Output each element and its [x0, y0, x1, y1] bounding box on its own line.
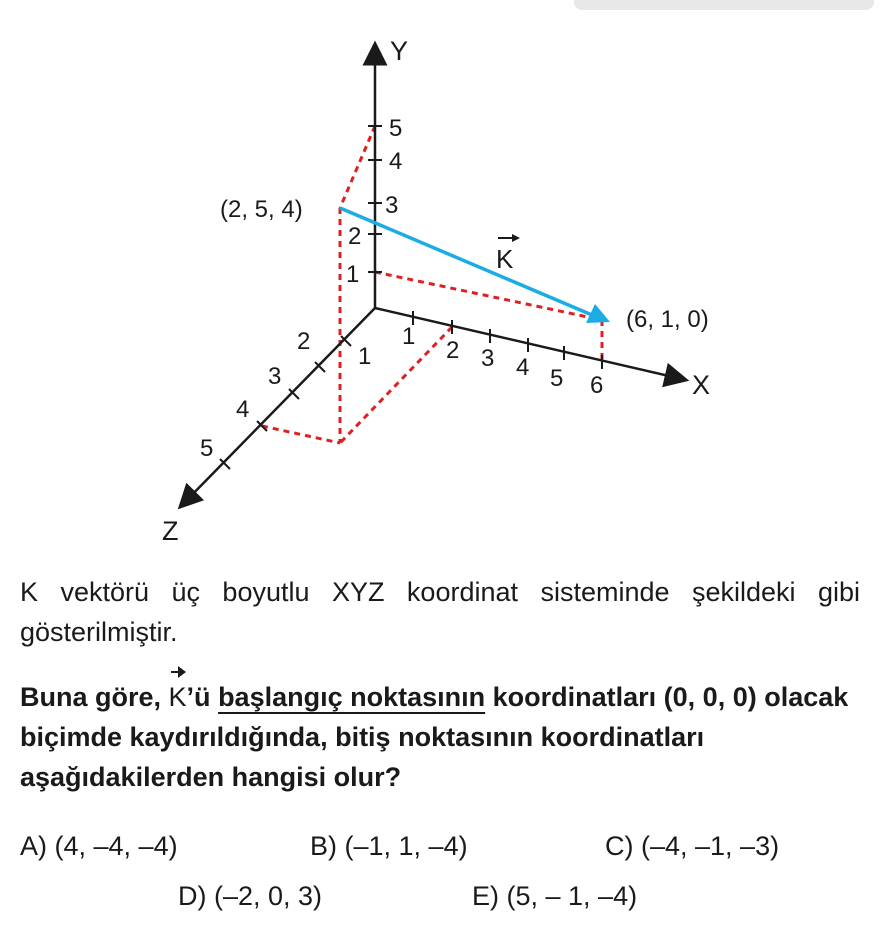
- axes: [183, 48, 682, 504]
- x-tick-label-4: 4: [516, 354, 530, 381]
- start-point-label: (2, 5, 4): [220, 196, 303, 223]
- y-tick-label-1: 1: [346, 261, 360, 288]
- underlined-phrase: başlangıç noktasının: [218, 682, 486, 712]
- prompt-part-2: ’ü: [186, 682, 211, 712]
- prompt-part-3: koordinatları (0, 0, 0) olacak biçimde kaydırıldığında, bitiş noktasının koordinatları aşağıdakilerden hangisi olur?: [20, 682, 849, 792]
- x-tick-label-6: 6: [590, 372, 604, 399]
- z-axis-label: Z: [162, 516, 179, 546]
- x-tick-label-2: 2: [446, 337, 460, 364]
- vector-k-label: K: [496, 244, 514, 274]
- x-tick-label-1: 1: [402, 323, 416, 350]
- question-intro: K vektörü üç boyutlu XYZ koordinat sisteminde şekildeki gibi gösterilmiştir.: [20, 577, 860, 647]
- option-e[interactable]: E) (5, – 1, –4): [472, 881, 638, 911]
- y-tick-label-4: 4: [389, 148, 403, 175]
- option-a[interactable]: A) (4, –4, –4): [20, 831, 178, 861]
- vector-k-line: [340, 208, 592, 315]
- z-tick-label-1: 1: [358, 343, 372, 370]
- x-tick-label-5: 5: [550, 365, 564, 392]
- z-tick-label-2: 2: [297, 328, 311, 355]
- option-c[interactable]: C) (–4, –1, –3): [605, 831, 780, 861]
- dashed-guides: [262, 126, 602, 443]
- y-tick-label-3: 3: [385, 192, 399, 219]
- vector-k-label-arrowhead: [512, 234, 520, 242]
- prompt-part-1: Buna göre,: [20, 682, 162, 712]
- dash-x2-to-floor: [340, 327, 452, 443]
- y-tick-label-2: 2: [348, 223, 362, 250]
- x-tick-label-3: 3: [481, 345, 495, 372]
- option-b[interactable]: B) (–1, 1, –4): [310, 831, 468, 861]
- vector-k-inline: K: [169, 675, 187, 717]
- question-prompt: [20, 675, 860, 797]
- y-tick-label-5: 5: [389, 115, 403, 142]
- z-tick-label-5: 5: [200, 435, 214, 462]
- dash-y5-to-start: [340, 126, 375, 208]
- option-d[interactable]: D) (–2, 0, 3): [178, 881, 323, 911]
- z-axis: [183, 308, 375, 504]
- y-axis-label: Y: [390, 36, 409, 66]
- dash-y1-to-end: [375, 272, 602, 320]
- end-point-label: (6, 1, 0): [626, 306, 709, 333]
- z-tick-label-4: 4: [236, 396, 250, 423]
- z-tick-label-3: 3: [268, 363, 282, 390]
- ticks: [220, 126, 602, 469]
- x-axis-label: X: [692, 370, 711, 400]
- dash-z4-to-floor: [262, 426, 340, 443]
